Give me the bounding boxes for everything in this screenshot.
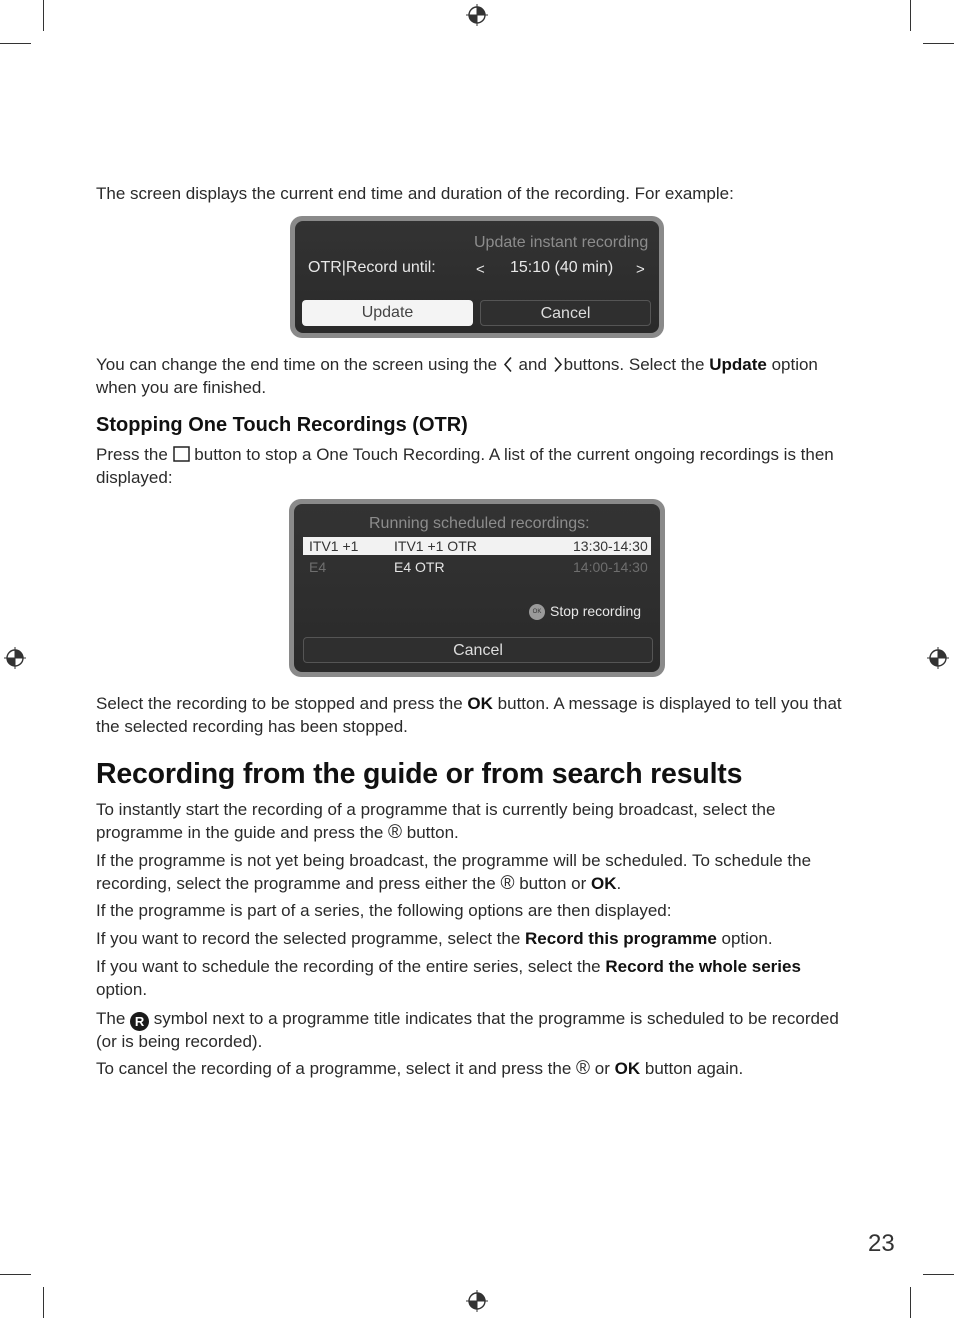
row-channel: ITV1 +1: [309, 538, 359, 554]
para4-part1: If you want to record the selected programme, select the: [96, 929, 521, 948]
chevron-left-icon: [502, 356, 514, 373]
stop-recording-label[interactable]: Stop recording: [550, 603, 642, 619]
para2-part3: .: [616, 873, 622, 893]
scheduled-record-icon: R: [130, 1012, 149, 1031]
select-text-part2: button. A message is displayed to tell you that the selected recording has been stopped.: [96, 694, 842, 736]
change-text-part1: You can change the end time on the screen using the: [96, 355, 498, 374]
registration-mark-icon: [927, 647, 949, 669]
record-this-programme-keyword: Record this programme: [525, 929, 717, 948]
right-arrow[interactable]: >: [636, 261, 645, 278]
paragraph-7: [96, 1058, 856, 1081]
registration-mark-icon: [466, 4, 488, 26]
record-until-label: OTR|Record until:: [308, 259, 436, 276]
crop-mark: [910, 1287, 911, 1318]
intro-text: The screen displays the current end time and duration of the recording. For example:: [96, 184, 734, 203]
stop-otr-text: [96, 444, 856, 489]
cancel-button[interactable]: Cancel: [480, 300, 651, 326]
para2-part1: If the programme is not yet being broadcast, the programme will be scheduled. To schedule the recording, select the programme and press either the: [96, 851, 812, 893]
change-text-part3: option when you are finished.: [96, 355, 818, 397]
crop-mark: [923, 43, 954, 44]
para6-part2: symbol next to a programme title indicates that the programme is scheduled to be recorded (or is being recorded).: [96, 1009, 839, 1051]
change-text-part2: buttons. Select the: [563, 355, 705, 374]
para7-part1: To cancel the recording of a programme, select it and press the: [96, 1059, 572, 1078]
crop-mark: [0, 1274, 31, 1275]
cancel-button[interactable]: Cancel: [303, 637, 653, 663]
para6-part1: The: [96, 1009, 126, 1028]
para5-part1: If you want to schedule the recording of the entire series, select the: [96, 957, 601, 976]
row-title: ITV1 +1 OTR: [394, 538, 477, 554]
crop-mark: [0, 43, 31, 44]
stopping-otr-heading: Stopping One Touch Recordings (OTR): [96, 414, 468, 436]
registration-mark-icon: [4, 647, 26, 669]
change-text-and: and: [518, 355, 547, 374]
row-time: 13:30-14:30: [573, 538, 648, 554]
ok-keyword: OK: [614, 1059, 641, 1078]
select-text-part1: Select the recording to be stopped and press the: [96, 694, 463, 713]
select-recording-text: [96, 693, 856, 738]
row-channel: E4: [309, 559, 327, 575]
paragraph-1: [96, 799, 856, 844]
stop-button-icon: [173, 446, 190, 463]
para1-part1: To instantly start the recording of a programme that is currently being broadcast, select the programme in the guide and press the: [96, 800, 776, 842]
crop-mark: [923, 1274, 954, 1275]
running-recordings-screen: [289, 499, 665, 677]
change-end-time-text: [96, 354, 856, 399]
update-recording-screen: [290, 216, 664, 338]
record-whole-series-keyword: Record the whole series: [605, 957, 801, 976]
end-time-value: 15:10 (40 min): [510, 259, 614, 276]
para5-part2: option.: [96, 979, 148, 999]
page-number: 23: [868, 1230, 895, 1257]
para4-part2: option.: [721, 929, 773, 948]
crop-mark: [910, 0, 911, 31]
ok-keyword: OK: [467, 694, 493, 713]
record-symbol: ®: [500, 872, 515, 894]
paragraph-6: [96, 1008, 856, 1054]
record-symbol: ®: [388, 821, 403, 843]
registration-mark-icon: [466, 1290, 488, 1312]
para1-part2: button.: [406, 822, 459, 842]
para2-part2: button or: [519, 873, 587, 893]
paragraph-2: [96, 850, 856, 895]
update-keyword: Update: [709, 355, 767, 374]
left-arrow[interactable]: <: [476, 261, 485, 278]
screen-header: Update instant recording: [474, 234, 649, 251]
para7-part3: button again.: [644, 1059, 744, 1078]
row-title: E4 OTR: [394, 559, 445, 575]
para7-part2: or: [594, 1059, 610, 1078]
row-time: 14:00-14:30: [573, 559, 648, 575]
crop-mark: [43, 1287, 44, 1318]
stop-text-part2: button to stop a One Touch Recording. A list of the current ongoing recordings is then displayed:: [96, 445, 834, 487]
paragraph-4: [96, 928, 856, 951]
ok-keyword: OK: [591, 873, 617, 893]
screen-header: Running scheduled recordings:: [369, 515, 590, 532]
paragraph-5: [96, 956, 856, 1001]
chevron-right-icon: [552, 356, 564, 373]
stop-text-part1: Press the: [96, 445, 168, 464]
paragraph-3: If the programme is part of a series, the following options are then displayed:: [96, 901, 672, 920]
update-button[interactable]: Update: [302, 300, 473, 326]
ok-button-icon: OK: [529, 604, 545, 620]
record-symbol: ®: [576, 1058, 591, 1079]
crop-mark: [43, 0, 44, 31]
recording-guide-heading: Recording from the guide or from search results: [96, 758, 743, 790]
